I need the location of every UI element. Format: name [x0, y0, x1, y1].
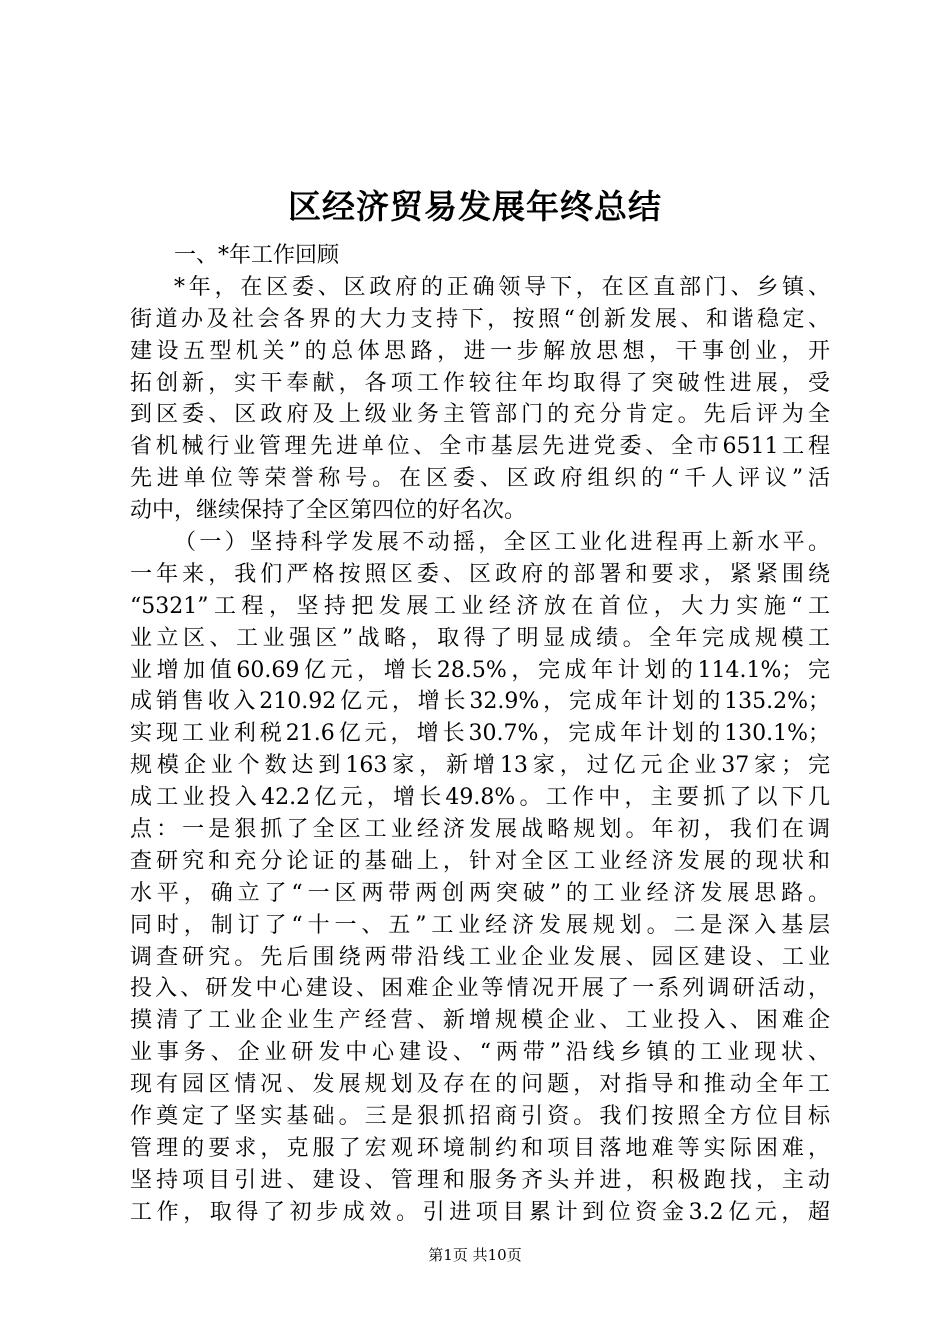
paragraph-line: 规模企业个数达到163家，新增13家，过亿元企业37家；完: [130, 753, 830, 779]
paragraph-line: 管理的要求，克服了宏观环境制约和项目落地难等实际困难，: [130, 1135, 830, 1161]
paragraph-line: 调查研究。先后围绕两带沿线工业企业发展、园区建设、工业: [130, 944, 830, 970]
paragraph-line: 省机械行业管理先进单位、全市基层先进党委、全市6511工程: [130, 434, 830, 460]
paragraph-line: 水平，确立了“一区两带两创两突破”的工业经济发展思路。: [130, 880, 830, 906]
paragraph-line: 动中，继续保持了全区第四位的好名次。: [130, 498, 527, 524]
paragraph-line: 到区委、区政府及上级业务主管部门的充分肯定。先后评为全: [130, 402, 830, 428]
paragraph-line: 业立区、工业强区”战略，取得了明显成绩。全年完成规模工: [130, 625, 830, 651]
paragraph-line: *年，在区委、区政府的正确领导下，在区直部门、乡镇、: [174, 274, 830, 300]
paragraph-line: 点：一是狠抓了全区工业经济发展战略规划。年初，我们在调: [130, 817, 830, 843]
paragraph-line: 先进单位等荣誉称号。在区委、区政府组织的“千人评议”活: [130, 466, 830, 492]
paragraph-line: 一年来，我们严格按照区委、区政府的部署和要求，紧紧围绕: [130, 561, 830, 587]
paragraph-line: 街道办及社会各界的大力支持下，按照“创新发展、和谐稳定、: [130, 306, 830, 332]
subsection-heading: （一）坚持科学发展不动摇，全区工业化进程再上新水平。: [174, 530, 830, 556]
paragraph-line: “5321”工程，坚持把发展工业经济放在首位，大力实施“工: [130, 593, 830, 619]
paragraph-line: 现有园区情况、发展规划及存在的问题，对指导和推动全年工: [130, 1072, 830, 1098]
paragraph-line: 摸清了工业企业生产经营、新增规模企业、工业投入、困难企: [130, 1008, 830, 1034]
paragraph-line: 业增加值60.69亿元，增长28.5%，完成年计划的114.1%；完: [130, 657, 830, 683]
paragraph-line: 坚持项目引进、建设、管理和服务齐头并进，积极跑找，主动: [130, 1167, 830, 1193]
paragraph-line: 工作，取得了初步成效。引进项目累计到位资金3.2亿元，超: [130, 1199, 830, 1225]
paragraph-line: 实现工业利税21.6亿元，增长30.7%，完成年计划的130.1%；: [130, 721, 830, 747]
page-number-footer: 第1页 共10页: [428, 1246, 522, 1264]
section-heading: 一、*年工作回顾: [174, 243, 340, 268]
paragraph-line: 投入、研发中心建设、困难企业等情况开展了一系列调研活动，: [130, 976, 830, 1002]
paragraph-line: 拓创新，实干奉献，各项工作较往年均取得了突破性进展，受: [130, 370, 830, 396]
paragraph-line: 业事务、企业研发中心建设、“两带”沿线乡镇的工业现状、: [130, 1040, 830, 1066]
paragraph-line: 成工业投入42.2亿元，增长49.8%。工作中，主要抓了以下几: [130, 785, 830, 811]
paragraph-line: 成销售收入210.92亿元，增长32.9%，完成年计划的135.2%；: [130, 689, 830, 715]
paragraph-line: 建设五型机关”的总体思路，进一步解放思想，干事创业，开: [130, 338, 830, 364]
document-body: [130, 240, 830, 1229]
paragraph-line: 查研究和充分论证的基础上，针对全区工业经济发展的现状和: [130, 848, 830, 874]
paragraph-line: 同时，制订了“十一、五”工业经济发展规划。二是深入基层: [130, 912, 830, 938]
document-title: 区经济贸易发展年终总结: [288, 187, 662, 226]
paragraph-line: 作奠定了坚实基础。三是狠抓招商引资。我们按照全方位目标: [130, 1104, 830, 1130]
